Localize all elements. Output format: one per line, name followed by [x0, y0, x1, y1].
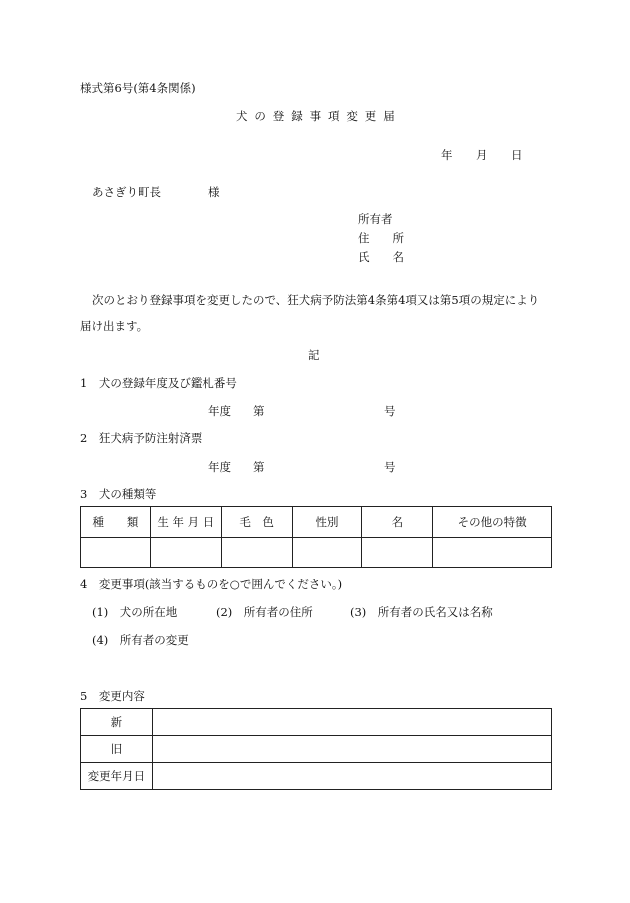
body-text-line2: 届け出ます。 — [80, 319, 149, 333]
owner-address-label: 住 所 — [358, 231, 404, 245]
section1-nendo: 年度 — [208, 404, 231, 418]
date-month-label: 月 — [476, 148, 488, 162]
change-content-table — [80, 708, 552, 790]
cell-birthdate[interactable] — [150, 538, 221, 568]
header-sex: 性別 — [292, 507, 362, 538]
date-day-label: 日 — [511, 148, 523, 162]
section1-title: 1 犬の登録年度及び鑑札番号 — [80, 376, 237, 390]
row-label-new: 新 — [81, 709, 153, 736]
cell-coat-color[interactable] — [221, 538, 292, 568]
header-dog-name: 名 — [362, 507, 433, 538]
date-year-label: 年 — [441, 148, 453, 162]
section3-title: 3 犬の種類等 — [80, 487, 157, 501]
ki-heading: 記 — [308, 348, 320, 362]
header-other-features: その他の特徴 — [433, 507, 552, 538]
form-title: 犬の登録事項変更届 — [236, 109, 402, 123]
section2-dai: 第 — [253, 460, 265, 474]
owner-name-label: 氏 名 — [358, 250, 404, 264]
section1-dai: 第 — [253, 404, 265, 418]
addressee-name: あさぎり町長 — [92, 185, 161, 199]
body-text-line1: 次のとおり登録事項を変更したので、狂犬病予防法第4条第4項又は第5項の規定により — [92, 293, 540, 307]
section4-title: 4 変更事項(該当するものを○で囲んでください。) — [80, 577, 343, 591]
change-option-1[interactable]: (1) 犬の所在地 — [92, 605, 178, 619]
header-kind: 種 類 — [81, 507, 151, 538]
cell-kind[interactable] — [81, 538, 151, 568]
form-number: 様式第6号(第4条関係) — [80, 81, 196, 95]
cell-change-date[interactable] — [152, 763, 551, 790]
change-option-3[interactable]: (3) 所有者の氏名又は名称 — [350, 605, 493, 619]
dog-info-table — [80, 506, 552, 568]
section2-nendo: 年度 — [208, 460, 231, 474]
owner-heading: 所有者 — [358, 212, 393, 226]
header-birthdate: 生 年 月 日 — [150, 507, 221, 538]
cell-dog-name[interactable] — [362, 538, 433, 568]
cell-old[interactable] — [152, 736, 551, 763]
row-label-change-date: 変更年月日 — [81, 763, 153, 790]
change-option-2[interactable]: (2) 所有者の住所 — [216, 605, 313, 619]
row-label-old: 旧 — [81, 736, 153, 763]
addressee-honorific: 様 — [208, 185, 220, 199]
section1-go: 号 — [384, 404, 396, 418]
cell-new[interactable] — [152, 709, 551, 736]
section2-title: 2 狂犬病予防注射済票 — [80, 431, 203, 445]
change-option-4[interactable]: (4) 所有者の変更 — [92, 633, 189, 647]
cell-sex[interactable] — [292, 538, 362, 568]
section5-title: 5 変更内容 — [80, 689, 145, 703]
header-coat-color: 毛 色 — [221, 507, 292, 538]
section2-go: 号 — [384, 460, 396, 474]
cell-other-features[interactable] — [433, 538, 552, 568]
